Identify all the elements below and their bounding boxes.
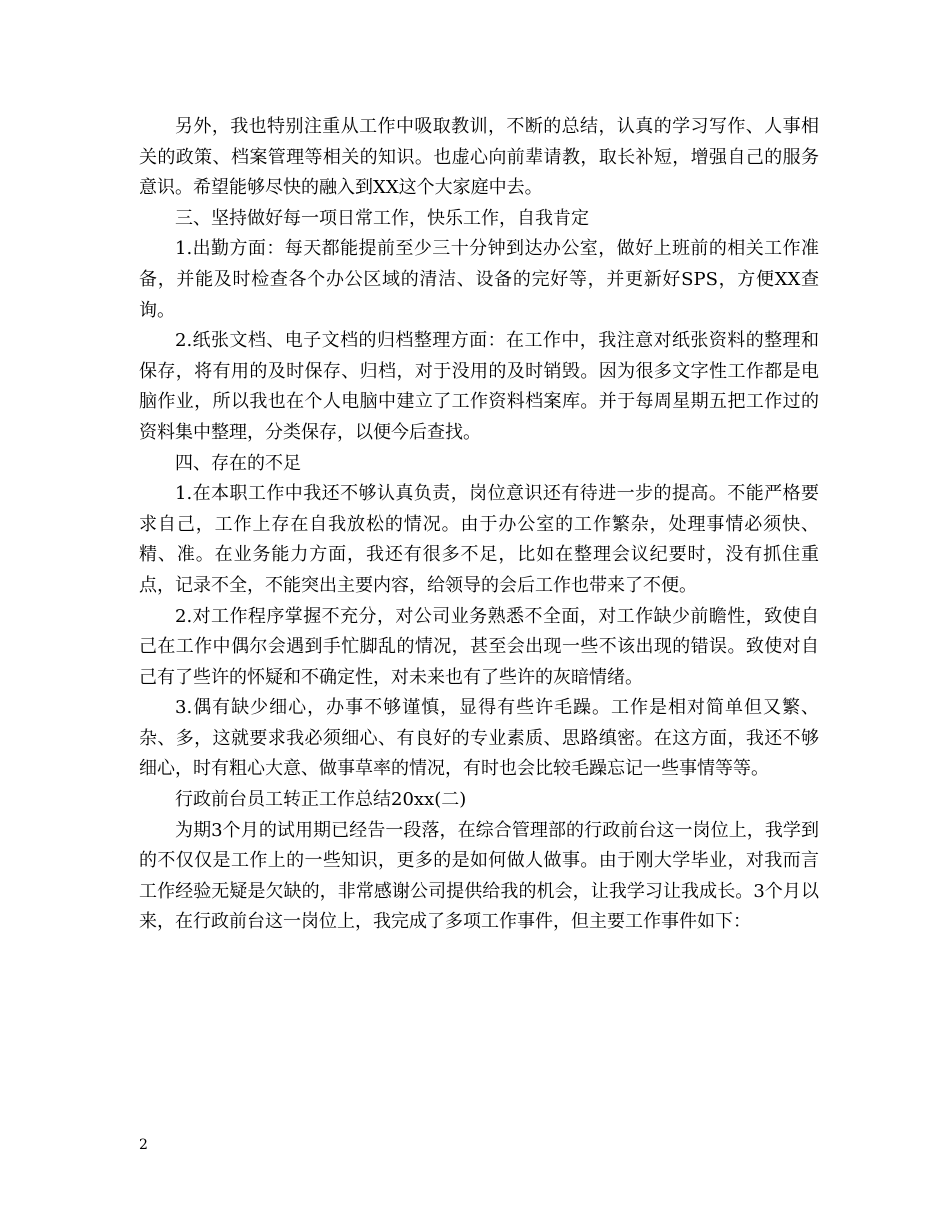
paragraph-lessons-learned: 另外，我也特别注重从工作中吸取教训，不断的总结，认真的学习写作、人事相关的政策、档案管理等相关的知识。也虚心向前辈请教，取长补短，增强自己的服务意识。希望能够尽快的融入到XX这个大家庭中去。 <box>139 116 819 199</box>
paragraph-shortcoming-1: 1.在本职工作中我还不够认真负责，岗位意识还有待进一步的提高。不能严格要求自己，工作上存在自我放松的情况。由于办公室的工作繁杂，处理事情必须快、精、准。在业务能力方面，我还有很多不足，比如在整理会议纪要时，没有抓住重点，记录不全，不能突出主要内容，给领导的会后工作也带来了不便。 <box>139 483 819 596</box>
heading-shortcomings: 四、存在的不足 <box>175 452 301 474</box>
paragraph-shortcoming-3: 3.偶有缺少细心，办事不够谨慎，显得有些许毛躁。工作是相对简单但又繁、杂、多，这就要求我必须细心、有良好的专业素质、思路缜密。在这方面，我还不够细心，时有粗心大意、做事草率的情况，有时也会比较毛躁忘记一些事情等等。 <box>139 697 819 780</box>
paragraph-document-filing: 2.纸张文档、电子文档的归档整理方面：在工作中，我注意对纸张资料的整理和保存，将有用的及时保存、归档，对于没用的及时销毁。因为很多文字性工作都是电脑作业，所以我也在个人电脑中建立了工作资料档案库。并于每周星期五把工作过的资料集中整理，分类保存，以便今后查找。 <box>139 330 819 443</box>
heading-daily-work: 三、坚持做好每一项日常工作，快乐工作，自我肯定 <box>175 207 589 229</box>
document-body <box>139 112 819 938</box>
paragraph-shortcoming-2: 2.对工作程序掌握不充分，对公司业务熟悉不全面，对工作缺少前瞻性，致使自己在工作中偶尔会遇到手忙脚乱的情况，甚至会出现一些不该出现的错误。致使对自己有了些许的怀疑和不确定性，对未来也有了些许的灰暗情绪。 <box>139 605 819 688</box>
paragraph-probation-summary: 为期3个月的试用期已经告一段落，在综合管理部的行政前台这一岗位上，我学到的不仅仅是工作上的一些知识，更多的是如何做人做事。由于刚大学毕业，对我而言工作经验无疑是欠缺的，非常感谢公司提供给我的机会，让我学习让我成长。3个月以来，在行政前台这一岗位上，我完成了多项工作事件，但主要工作事件如下： <box>139 819 819 933</box>
section-title-part-two: 行政前台员工转正工作总结20xx(二) <box>175 789 467 811</box>
page-number: 2 <box>139 1137 148 1153</box>
paragraph-attendance: 1.出勤方面：每天都能提前至少三十分钟到达办公室，做好上班前的相关工作准备，并能及时检查各个办公区域的清洁、设备的完好等，并更新好SPS，方便XX查询。 <box>139 238 819 321</box>
